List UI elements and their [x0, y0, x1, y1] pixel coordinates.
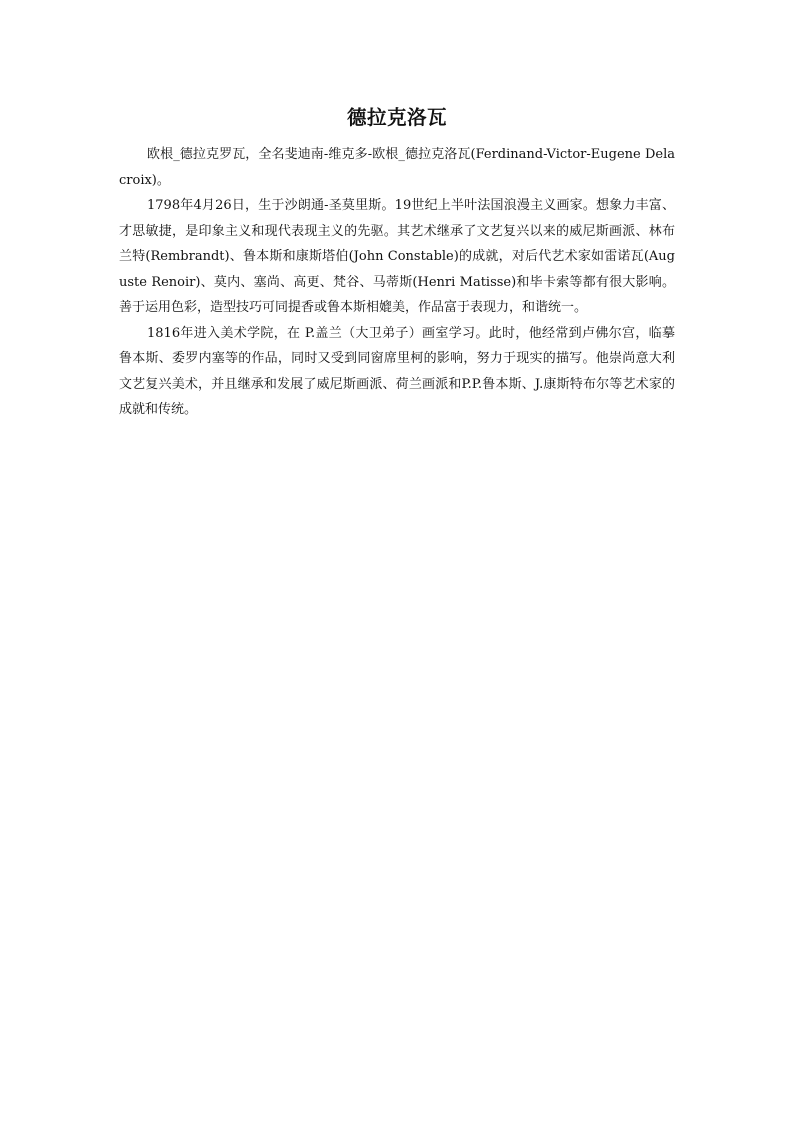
- document-title: 德拉克洛瓦: [346, 106, 447, 129]
- document-body: [119, 100, 675, 423]
- paragraph-intro: 欧根_德拉克罗瓦，全名斐迪南-维克多-欧根_德拉克洛瓦(Ferdinand-Victor-Eugene Delacroix)。: [119, 147, 675, 188]
- paragraph-education: 1816年进入美术学院，在 P.盖兰（大卫弟子）画室学习。此时，他经常到卢佛尔宫，临摹鲁本斯、委罗内塞等的作品，同时又受到同窗席里柯的影响，努力于现实的描写。他崇尚意大利文艺复兴美术，并且继承和发展了威尼斯画派、荷兰画派和P.P.鲁本斯、J.康斯特布尔等艺术家的成就和传统。: [119, 325, 675, 417]
- paragraph-biography: 1798年4月26日，生于沙朗通-圣莫里斯。19世纪上半叶法国浪漫主义画家。想象力丰富、才思敏捷，是印象主义和现代表现主义的先驱。其艺术继承了文艺复兴以来的威尼斯画派、林布兰特(Rembrandt)、鲁本斯和康斯塔伯(John Constable)的成就，对后代艺术家如雷诺瓦(Auguste Renoir)、莫内、塞尚、高更、梵谷、马蒂斯(Henri Matisse)和毕卡索等都有很大影响。善于运用色彩，造型技巧可同提香或鲁本斯相媲美，作品富于表现力，和谐统一。: [119, 198, 675, 315]
